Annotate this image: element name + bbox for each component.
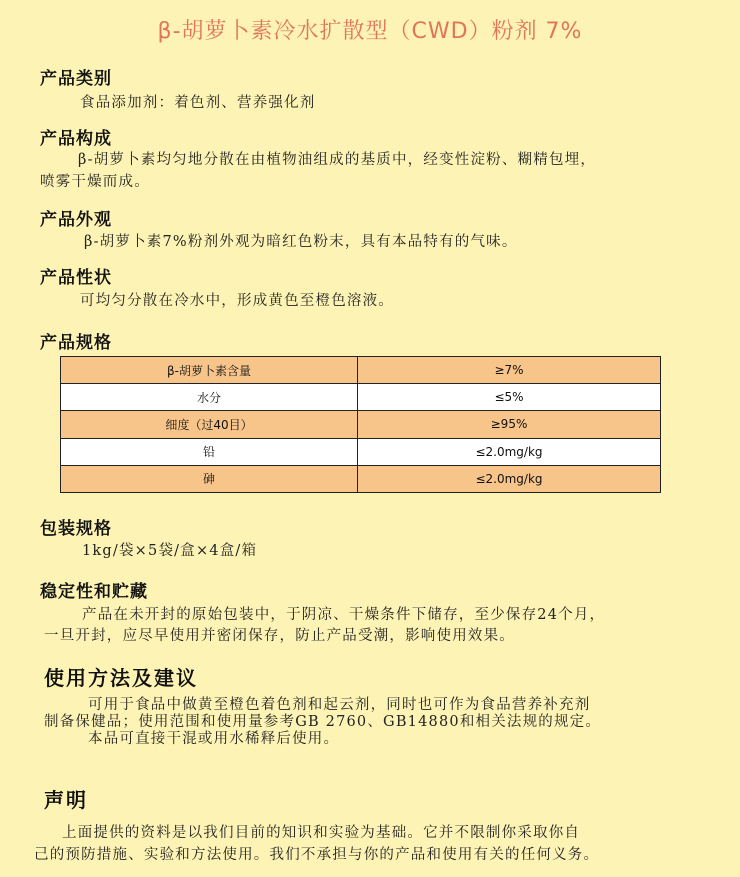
- table-row: [61, 357, 661, 384]
- spec-value: ≥95%: [358, 411, 661, 438]
- table-row: [61, 384, 661, 411]
- specs-table: [60, 356, 661, 493]
- storage-line-1: 产品在未开封的原始包装中，于阴凉、干燥条件下储存，至少保存24个月，: [82, 607, 606, 623]
- usage-heading: 使用方法及建议: [44, 666, 198, 690]
- spec-value: ≤5%: [358, 384, 661, 411]
- spec-item: 铅: [61, 438, 358, 465]
- appearance-text: β-胡萝卜素7%粉剂外观为暗红色粉末，具有本品特有的气味。: [84, 234, 518, 250]
- disclaimer-heading: 声明: [44, 788, 88, 812]
- properties-text: 可均匀分散在冷水中，形成黄色至橙色溶液。: [80, 293, 394, 309]
- composition-line-2: 喷雾干燥而成。: [40, 174, 150, 190]
- packaging-text: 1kg/袋×5袋/盒×4盒/箱: [82, 543, 258, 559]
- spec-value: ≤2.0mg/kg: [358, 438, 661, 465]
- table-row: [61, 465, 661, 492]
- usage-line-2: 制备保健品；使用范围和使用量参考GB 2760、GB14880和相关法规的规定。: [44, 714, 602, 730]
- spec-value: ≤2.0mg/kg: [358, 465, 661, 492]
- table-row: [61, 411, 661, 438]
- composition-heading: 产品构成: [40, 129, 112, 149]
- spec-item: 细度（过40目）: [61, 411, 358, 438]
- category-text: 食品添加剂：着色剂、营养强化剂: [80, 95, 316, 111]
- disclaimer-line-1: 上面提供的资料是以我们目前的知识和实验为基础。它并不限制你采取你自: [62, 825, 581, 841]
- appearance-heading: 产品外观: [40, 210, 112, 230]
- page-title: β-胡萝卜素冷水扩散型（CWD）粉剂 7%: [157, 19, 583, 44]
- storage-heading: 稳定性和贮藏: [40, 582, 148, 602]
- specs-heading: 产品规格: [40, 333, 112, 353]
- table-row: [61, 438, 661, 465]
- spec-item: 水分: [61, 384, 358, 411]
- properties-heading: 产品性状: [40, 268, 112, 288]
- spec-value: ≥7%: [358, 357, 661, 384]
- disclaimer-line-2: 己的预防措施、实验和方法使用。我们不承担与你的产品和使用有关的任何义务。: [34, 847, 600, 863]
- usage-line-1: 可用于食品中做黄至橙色着色剂和起云剂，同时也可作为食品营养补充剂: [88, 697, 591, 713]
- storage-line-2: 一旦开封，应尽早使用并密闭保存，防止产品受潮，影响使用效果。: [44, 628, 515, 644]
- composition-line-1: β-胡萝卜素均匀地分散在由植物油组成的基质中，经变性淀粉、糊精包埋，: [78, 152, 597, 168]
- spec-item: 砷: [61, 465, 358, 492]
- category-heading: 产品类别: [40, 69, 112, 89]
- usage-line-3: 本品可直接干混或用水稀释后使用。: [88, 731, 340, 747]
- spec-item: β-胡萝卜素含量: [61, 357, 358, 384]
- packaging-heading: 包装规格: [40, 519, 112, 539]
